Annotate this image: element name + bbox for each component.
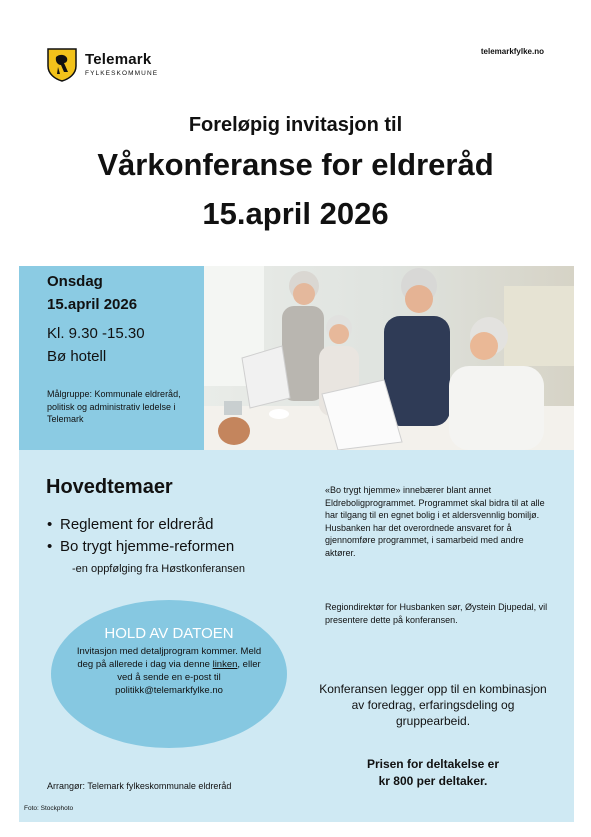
save-the-date-heading: HOLD AV DATOEN (104, 625, 234, 642)
program-description: «Bo trygt hjemme» innebærer blant annet Eldreboligprogrammet. Programmet skal bidra til at alle har tilgang til en egnet bolig i et aldersvennlig bomiljø. Husbanken har det overordnede ansvaret for å gjennomføre programmet, i samarbeid med andre aktører. (325, 485, 545, 558)
title-preliminary: Foreløpig invitasjon til (188, 114, 403, 136)
photo-credit: Foto: Stockphoto (24, 805, 74, 812)
topic-label: Bo trygt hjemme-reformen (60, 538, 235, 555)
registration-link[interactable]: linken (212, 659, 238, 670)
bullet-icon: • (47, 538, 53, 555)
save-the-date-text (71, 645, 267, 697)
title-date: 15.april 2026 (202, 196, 389, 231)
price-line: Prisen for deltakelse er (366, 757, 500, 771)
organizer: Arrangør: Telemark fylkeskommunale eldreråd (47, 781, 232, 791)
seniors-photo (204, 266, 574, 450)
conference-format: Konferansen legger opp til en kombinasjon av foredrag, erfaringsdeling og gruppearbeid. (319, 682, 547, 728)
shield-icon (47, 48, 77, 82)
website-link[interactable]: telemarkfylke.no (480, 47, 544, 56)
registration-text: Invitasjon med detaljprogram kommer. Meld deg på allerede i dag via denne (76, 646, 262, 670)
event-venue: Bø hotell (47, 348, 107, 365)
topic-item (47, 516, 213, 533)
price-info (318, 756, 548, 790)
telemark-logo (47, 48, 175, 82)
bullet-icon: • (47, 516, 53, 533)
event-date: 15.april 2026 (47, 296, 138, 313)
event-day: Onsdag (47, 273, 103, 290)
logo-name: Telemark (85, 51, 152, 68)
email-text: , eller ved å sende en e-post til politikk@telemarkfylke.no (115, 659, 261, 696)
event-time: Kl. 9.30 -15.30 (47, 325, 145, 342)
topic-item (47, 538, 234, 555)
target-group: Målgruppe: Kommunale eldreråd, politisk og administrativ ledelse i Telemark (47, 389, 181, 424)
title-conference: Vårkonferanse for eldreråd (97, 147, 494, 182)
topic-subline: -en oppfølging fra Høstkonferansen (72, 563, 246, 575)
price-line: kr 800 per deltaker. (378, 774, 488, 788)
topics-heading: Hovedtemaer (46, 476, 173, 498)
logo-subtitle: FYLKESKOMMUNE (85, 70, 159, 77)
speaker-info: Regiondirektør for Husbanken sør, Øystein Djupedal, vil presentere dette på konferansen. (325, 602, 548, 625)
topic-label: Reglement for eldreråd (60, 516, 214, 533)
